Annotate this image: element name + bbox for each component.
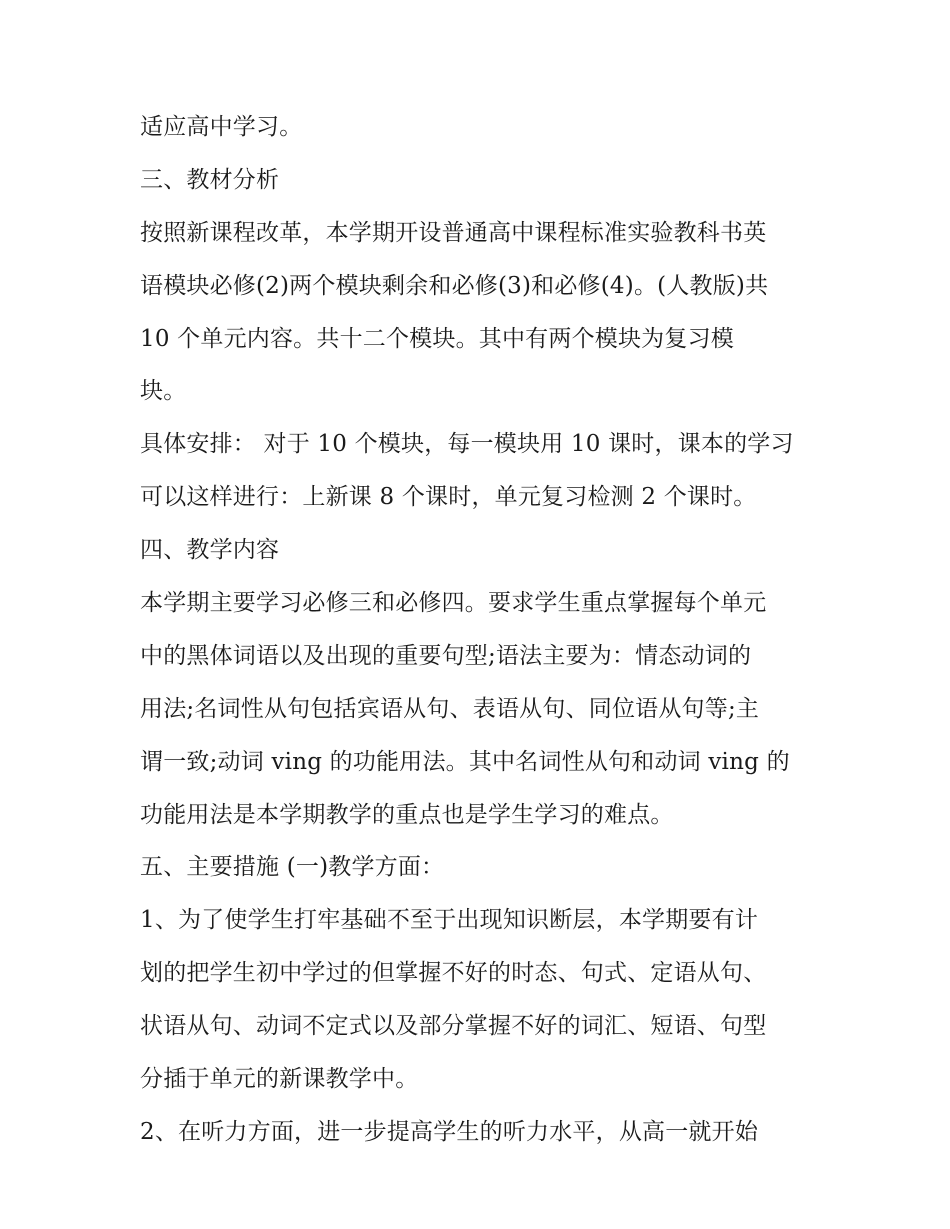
section-heading-teaching-content: 四、教学内容 [140,537,280,564]
text-line: 中的黑体词语以及出现的重要句型;语法主要为：情态动词的 [140,642,752,669]
text-line: 本学期主要学习必修三和必修四。要求学生重点掌握每个单元 [140,590,767,617]
text-line: 2、在听力方面，进一步提高学生的听力水平，从高一就开始 [140,1118,759,1145]
text-line: 语模块必修(2)两个模块剩余和必修(3)和必修(4)。(人教版)共 [140,272,769,299]
text-line: 用法;名词性从句包括宾语从句、表语从句、同位语从句等;主 [140,695,760,722]
text-line: 1、为了使学生打牢基础不至于出现知识断层，本学期要有计 [140,907,759,934]
text-line: 划的把学生初中学过的但掌握不好的时态、句式、定语从句、 [140,960,767,987]
section-heading-textbook-analysis: 三、教材分析 [140,166,280,193]
text-line: 10 个单元内容。共十二个模块。其中有两个模块为复习模 [140,325,734,352]
text-line: 适应高中学习。 [140,114,303,140]
text-line: 可以这样进行：上新课 8 个课时，单元复习检测 2 个课时。 [140,484,757,511]
text-line: 块。 [140,378,187,405]
text-line: 功能用法是本学期教学的重点也是学生学习的难点。 [140,801,674,828]
text-line: 具体安排： 对于 10 个模块，每一模块用 10 课时，课本的学习 [140,431,794,458]
text-line: 按照新课程改革，本学期开设普通高中课程标准实验教科书英 [140,219,767,246]
text-line: 分插于单元的新课教学中。 [140,1066,419,1093]
section-heading-main-measures: 五、主要措施 (一)教学方面： [140,854,445,881]
text-line: 谓一致;动词 ving 的功能用法。其中名词性从句和动词 ving 的 [140,748,790,775]
text-line: 状语从句、动词不定式以及部分掌握不好的词汇、短语、句型 [140,1013,767,1040]
document-body [140,105,820,1163]
